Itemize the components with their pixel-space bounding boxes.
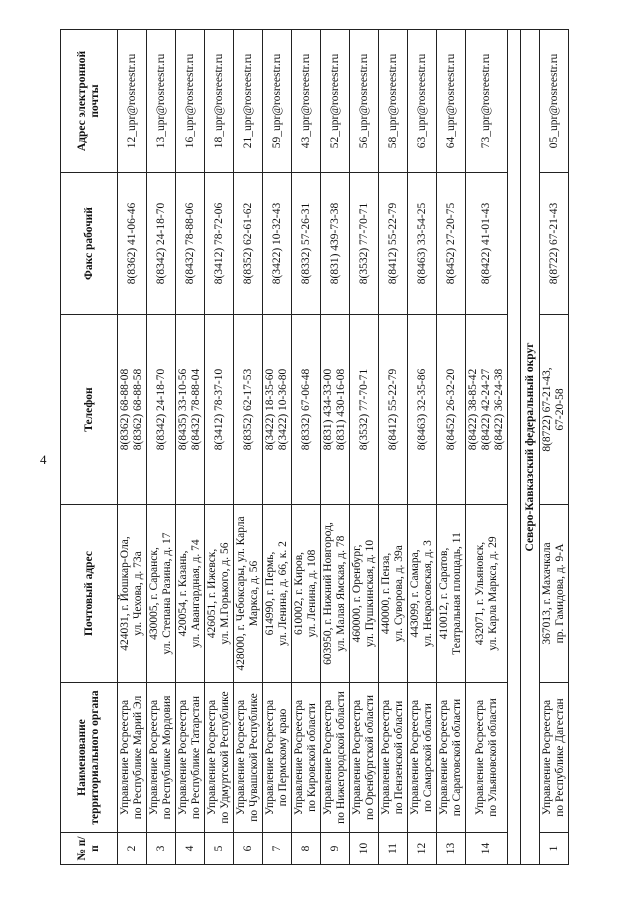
phone-numbers <box>147 315 176 505</box>
postal-address-line: ул. Ленина, д. 108 <box>306 549 318 638</box>
email-address: 59_upr@rosreestr.ru <box>263 30 292 173</box>
organ-name <box>408 683 437 833</box>
email-address: 56_upr@rosreestr.ru <box>350 30 379 173</box>
postal-address-line: 440000, г. Пенза, <box>380 552 392 635</box>
phone-numbers <box>292 315 321 505</box>
region-heading-row <box>521 30 540 865</box>
phone-numbers <box>466 315 508 505</box>
postal-address-line: ул. Суворова, д. 39а <box>393 545 405 642</box>
postal-address-line: 603950, г. Нижний Новгород, <box>322 522 334 665</box>
organ-name-line: по Пензенской области <box>393 700 405 815</box>
fax-number: 8(3532) 77-70-71 <box>350 173 379 315</box>
phone-numbers <box>205 315 234 505</box>
organ-name-line: Управление Росреестра <box>293 699 305 816</box>
organ-name-line: по Пермскому краю <box>277 708 289 807</box>
phone-numbers-line: 8(831) 434-33-00 <box>322 368 334 451</box>
organ-name-line: Управление Росреестра <box>473 699 486 816</box>
row-number: 14 <box>466 833 508 865</box>
postal-address-line: Театральная площадь, 11 <box>451 532 463 655</box>
phone-numbers <box>540 315 569 505</box>
phone-numbers-line: 8(8722) 67-21-43, <box>541 367 553 452</box>
phone-numbers-line: 8(8352) 62-17-53 <box>241 368 254 451</box>
organ-name-line: по Кировской области <box>306 703 318 812</box>
phone-numbers-line: 8(8332) 67-06-48 <box>299 368 312 451</box>
organ-name-line: по Самарской области <box>422 703 434 812</box>
fax-number: 8(8412) 55-22-79 <box>379 173 408 315</box>
territorial-bodies-table <box>60 29 569 865</box>
row-number: 2 <box>118 833 147 865</box>
organ-name-line: Управление Росреестра <box>264 699 276 816</box>
organ-name-line: по Саратовской области <box>451 698 463 817</box>
row-number: 3 <box>147 833 176 865</box>
table-row <box>205 30 234 865</box>
row-number: 10 <box>350 833 379 865</box>
fax-number: 8(8422) 41-01-43 <box>466 173 508 315</box>
organ-name <box>379 683 408 833</box>
email-address: 16_upr@rosreestr.ru <box>176 30 205 173</box>
organ-name-line: по Республике Дагестан <box>554 698 566 817</box>
postal-address-line: ул. Степана Разина, д. 17 <box>161 532 173 655</box>
table-row <box>379 30 408 865</box>
postal-address <box>263 505 292 683</box>
postal-address <box>466 505 508 683</box>
phone-numbers <box>176 315 205 505</box>
fax-number: 8(3412) 78-72-06 <box>205 173 234 315</box>
email-address: 13_upr@rosreestr.ru <box>147 30 176 173</box>
fax-number: 8(8722) 67-21-43 <box>540 173 569 315</box>
table-row <box>147 30 176 865</box>
phone-numbers <box>379 315 408 505</box>
spacer-row <box>508 30 521 865</box>
row-number: 12 <box>408 833 437 865</box>
row-number: 11 <box>379 833 408 865</box>
email-address: 73_upr@rosreestr.ru <box>466 30 508 173</box>
organ-name <box>118 683 147 833</box>
row-number: 1 <box>540 833 569 865</box>
spacer-cell <box>508 30 521 865</box>
organ-name-line: по Нижегородской области <box>335 691 347 824</box>
fax-number: 8(8463) 33-54-25 <box>408 173 437 315</box>
table-header-row <box>61 30 118 865</box>
organ-name-line: по Республике Марий Эл <box>132 695 144 820</box>
table-row <box>292 30 321 865</box>
fax-number: 8(8362) 41-06-46 <box>118 173 147 315</box>
table-row <box>540 30 569 865</box>
postal-address-line: 410012, г. Саратов, <box>438 547 450 640</box>
phone-numbers-line: 8(8463) 32-35-86 <box>415 368 428 451</box>
postal-address <box>176 505 205 683</box>
email-address: 18_upr@rosreestr.ru <box>205 30 234 173</box>
postal-address <box>321 505 350 683</box>
postal-address-line: пр. Гамидова, д. 9-А <box>554 543 566 644</box>
organ-name <box>205 683 234 833</box>
phone-numbers-line: 8(3532) 77-70-71 <box>357 368 370 451</box>
table-body <box>118 30 508 865</box>
postal-address <box>379 505 408 683</box>
email-address: 64_upr@rosreestr.ru <box>437 30 466 173</box>
fax-number: 8(8342) 24-18-70 <box>147 173 176 315</box>
postal-address-line: ул. Некрасовская, д. 3 <box>422 540 434 647</box>
fax-number: 8(8452) 27-20-75 <box>437 173 466 315</box>
postal-address-line: ул. М.Горького, д. 56 <box>219 542 231 645</box>
region-section <box>508 30 540 865</box>
phone-numbers-line: 8(8422) 36-24-38 <box>493 368 505 451</box>
postal-address-line: 426051, г. Ижевск, <box>206 548 218 639</box>
postal-address <box>437 505 466 683</box>
postal-address <box>205 505 234 683</box>
postal-address-line: 460000, г. Оренбург, <box>351 544 363 643</box>
header-num: № п/п <box>61 833 118 865</box>
region-table-body <box>540 30 569 865</box>
phone-numbers <box>234 315 263 505</box>
organ-name <box>350 683 379 833</box>
phone-numbers-line: 8(8362) 68-88-08 <box>119 368 131 451</box>
postal-address <box>540 505 569 683</box>
fax-number: 8(8332) 57-26-31 <box>292 173 321 315</box>
postal-address <box>147 505 176 683</box>
table-row <box>118 30 147 865</box>
email-address: 43_upr@rosreestr.ru <box>292 30 321 173</box>
postal-address-line: ул. Ленина, д. 66, к. 2 <box>277 541 289 646</box>
organ-name-line: по Республике Мордовия <box>161 695 173 820</box>
organ-name-line: Управление Росреестра <box>206 699 218 816</box>
organ-name <box>234 683 263 833</box>
organ-name-line: Управление Росреестра <box>148 699 160 816</box>
postal-address <box>234 505 263 683</box>
phone-numbers <box>408 315 437 505</box>
organ-name-line: Управление Росреестра <box>351 699 363 816</box>
organ-name-line: Управление Росреестра <box>438 699 450 816</box>
postal-address <box>118 505 147 683</box>
phone-numbers-line: 8(8362) 68-88-58 <box>132 368 144 451</box>
organ-name <box>466 683 508 833</box>
organ-name-line: по Республике Татарстан <box>190 695 202 820</box>
phone-numbers <box>350 315 379 505</box>
email-address: 52_upr@rosreestr.ru <box>321 30 350 173</box>
postal-address-line: ул. Авангардная, д. 74 <box>190 539 202 648</box>
table-row <box>408 30 437 865</box>
row-number: 7 <box>263 833 292 865</box>
fax-number: 8(8432) 78-88-06 <box>176 173 205 315</box>
fax-number: 8(8352) 62-61-62 <box>234 173 263 315</box>
postal-address-line: 430005, г. Саранск, <box>148 547 160 640</box>
phone-numbers <box>437 315 466 505</box>
page-number: 4 <box>40 452 47 467</box>
header-fax: Факс рабочий <box>61 173 118 315</box>
postal-address-line: 420054, г. Казань, <box>177 550 189 637</box>
phone-numbers-line: 8(8452) 26-32-20 <box>444 368 457 451</box>
table-row <box>176 30 205 865</box>
phone-numbers-line: 8(8435) 33-10-56 <box>177 368 189 451</box>
email-address: 63_upr@rosreestr.ru <box>408 30 437 173</box>
organ-name-line: Управление Росреестра <box>380 699 392 816</box>
postal-address-line: ул. Карла Маркса, д. 29 <box>486 536 499 651</box>
organ-name-line: по Ульяновской области <box>486 698 499 817</box>
header-email: Адрес электронной почты <box>61 30 118 173</box>
postal-address <box>408 505 437 683</box>
fax-number: 8(831) 439-73-38 <box>321 173 350 315</box>
organ-name-line: Управление Росреестра <box>322 699 334 816</box>
organ-name-line: Управление Росреестра <box>119 699 131 816</box>
table-row <box>350 30 379 865</box>
rotated-table-wrapper <box>60 30 580 865</box>
row-number: 9 <box>321 833 350 865</box>
organ-name-line: Управление Росреестра <box>409 699 421 816</box>
header-phone: Телефон <box>61 315 118 505</box>
phone-numbers-line: 8(3422) 18-35-60 <box>264 368 276 451</box>
organ-name-line: Управление Росреестра <box>541 699 553 816</box>
row-number: 5 <box>205 833 234 865</box>
organ-name-line: по Оренбургской области <box>364 694 376 821</box>
postal-address-line: 424031, г. Йошкар-Ола, <box>119 536 131 651</box>
header-name: Наименование территориального органа <box>61 683 118 833</box>
table-row <box>321 30 350 865</box>
row-number: 4 <box>176 833 205 865</box>
phone-numbers-line: 8(8342) 24-18-70 <box>154 368 167 451</box>
phone-numbers-line: 8(8422) 42-24-27 <box>480 368 492 451</box>
phone-numbers-line: 8(831) 430-16-08 <box>335 368 347 451</box>
phone-numbers <box>118 315 147 505</box>
row-number: 13 <box>437 833 466 865</box>
postal-address-line: 610002, г. Киров, <box>293 551 305 636</box>
phone-numbers-line: 8(8412) 55-22-79 <box>386 368 399 451</box>
postal-address-line: ул. Чехова, д. 73а <box>132 551 144 636</box>
email-address: 58_upr@rosreestr.ru <box>379 30 408 173</box>
table-row <box>466 30 508 865</box>
postal-address-line: 432071, г. Ульяновск, <box>473 541 486 646</box>
organ-name-line: по Чувашской Республике <box>248 693 260 822</box>
phone-numbers-line: 8(3412) 78-37-10 <box>212 368 225 451</box>
postal-address-line: 367013, г. Махачкала <box>541 542 553 645</box>
organ-name <box>321 683 350 833</box>
organ-name <box>437 683 466 833</box>
organ-name <box>292 683 321 833</box>
organ-name <box>147 683 176 833</box>
organ-name <box>176 683 205 833</box>
organ-name-line: Управление Росреестра <box>177 699 189 816</box>
phone-numbers-line: 8(8432) 78-88-04 <box>190 368 202 451</box>
postal-address-line: Маркса, д. 56 <box>248 560 260 627</box>
table-row <box>234 30 263 865</box>
postal-address-line: ул. Малая Ямская, д. 78 <box>335 535 347 652</box>
table-row <box>263 30 292 865</box>
email-address: 12_upr@rosreestr.ru <box>118 30 147 173</box>
row-number: 8 <box>292 833 321 865</box>
postal-address-line: ул. Пушкинская, д. 10 <box>364 539 376 648</box>
row-number: 6 <box>234 833 263 865</box>
organ-name <box>540 683 569 833</box>
phone-numbers-line: 67-20-58 <box>554 388 566 431</box>
header-address: Почтовый адрес <box>61 505 118 683</box>
email-address: 21_upr@rosreestr.ru <box>234 30 263 173</box>
postal-address <box>350 505 379 683</box>
email-address: 05_upr@rosreestr.ru <box>540 30 569 173</box>
phone-numbers-line: 8(3422) 10-36-80 <box>277 368 289 451</box>
postal-address-line: 614990, г. Пермь, <box>264 551 276 636</box>
fax-number: 8(3422) 10-32-43 <box>263 173 292 315</box>
table-row <box>437 30 466 865</box>
region-heading: Северо-Кавказский федеральный округ <box>521 30 540 865</box>
phone-numbers <box>263 315 292 505</box>
postal-address-line: 443099, г. Самара, <box>409 549 421 638</box>
postal-address <box>292 505 321 683</box>
organ-name <box>263 683 292 833</box>
organ-name-line: по Удмуртской Республике <box>219 691 231 824</box>
phone-numbers <box>321 315 350 505</box>
phone-numbers-line: 8(8422) 38-85-42 <box>467 368 479 451</box>
organ-name-line: Управление Росреестра <box>235 699 247 816</box>
postal-address-line: 428000, г. Чебоксары, ул. Карла <box>235 516 247 671</box>
